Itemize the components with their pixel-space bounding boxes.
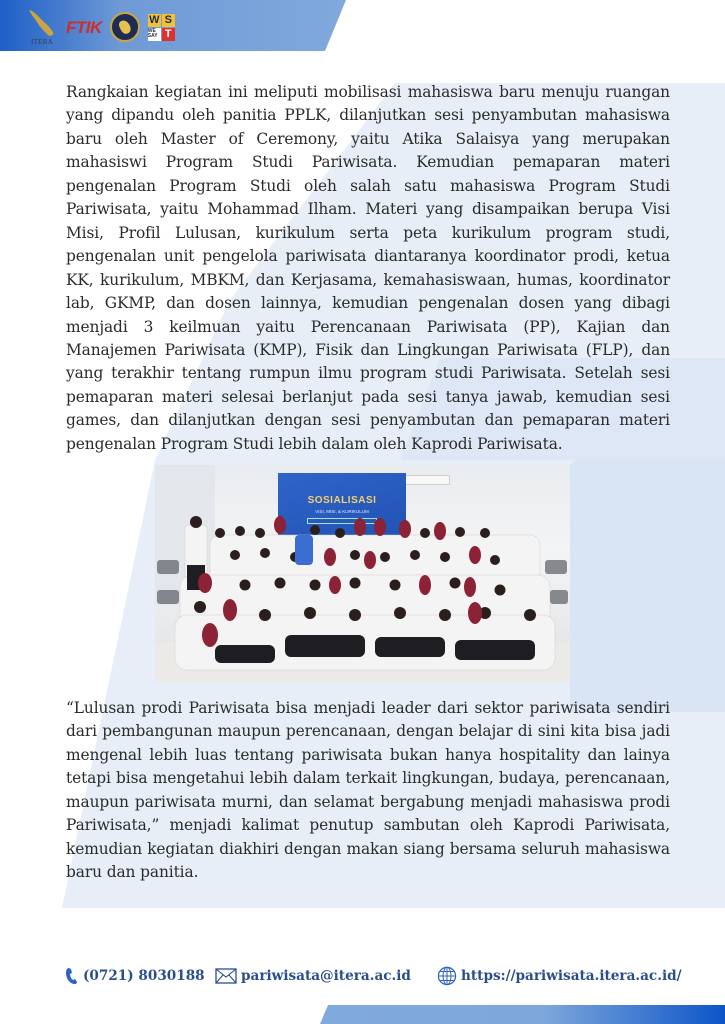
sumatra-island-icon: [26, 8, 58, 38]
body-paragraph-1: Rangkaian kegiatan ini meliputi mobilisasi mahasiswa baru menuju ruangan yang dipandu oleh panitia PPLK, dilanjutkan sesi penyambutan mahasiswa baru oleh Master of Ceremony, yaitu Atika Salaisya yang merupakan mahasiswi Program Studi Pariwisata. Kemudian pemaparan materi pengenalan Program Studi oleh salah satu mahasiswa Program Studi Pariwisata, yaitu Mohammad Ilham. Materi yang disampaikan berupa Visi Misi, Profil Lulusan, kurikulum serta peta kurikulum program studi, pengenalan unit pengelola pariwisata diantaranya koordinator prodi, ketua KK, kurikulum, MBKM, dan Kerjasama, kemahasiswaan, humas, koordinator lab, GKMP, dan dosen lainnya, kemudian pengenalan dosen yang dibagi menjadi 3 keilmuan yaitu Perencanaan Pariwisata (PP), Kajian dan Manajemen Pariwisata (KMP), Fisik dan Lingkungan Pariwisata (FLP), dan yang terakhir tentang rumpun ilmu program studi Pariwisata. Setelah sesi pemaparan materi selesai berlanjut pada sesi tanya jawab, kemudian sesi games, dan dilanjutkan dengan sesi penyambutan dan pemaparan materi pengenalan Program Studi lebih dalam oleh Kaprodi Pariwisata.: [66, 83, 670, 453]
banner-title: SOSIALISASI: [307, 495, 377, 506]
footer-contact: [65, 962, 682, 990]
footer-band: [320, 1005, 725, 1024]
mail-icon: [215, 968, 237, 984]
globe-icon: [437, 966, 457, 986]
wst-logo: [148, 14, 175, 41]
footer-website[interactable]: [437, 966, 682, 986]
wst-s: S: [162, 14, 175, 27]
website-url: https://pariwisata.itera.ac.id/: [461, 968, 682, 984]
phone-icon: [65, 967, 79, 985]
itera-logo: [26, 8, 58, 46]
group-photo: [155, 465, 570, 682]
ftik-logo: FTIK: [66, 18, 102, 37]
phone-number: (0721) 8030188: [83, 968, 205, 984]
wst-we-say: WE SAY: [148, 28, 161, 41]
wst-w: W: [149, 13, 160, 26]
footer-phone[interactable]: [65, 967, 215, 985]
banner-subtitle: VISI, MISI, & KURIKULUM: [315, 509, 369, 514]
itera-label: ITERA: [30, 38, 54, 46]
header-logos: [26, 8, 175, 46]
students-crowd: [155, 465, 570, 682]
body-paragraph-2-quote: “Lulusan prodi Pariwisata bisa menjadi leader dari sektor pariwisata sendiri dari pembangunan maupun perencanaan, dengan belajar di sini kita bisa jadi mengenal lebih luas tentang pariwisata bukan hanya hospitality dan lainya tetapi bisa mengetahui lebih dalam terkait lingkungan, budaya, perencanaan, maupun pariwisata murni, dan selamat bergabung menjadi mahasiswa prodi Pariwisata,” menjadi kalimat penutup sambutan oleh Kaprodi Pariwisata, kemudian kegiatan diakhiri dengan makan siang bersama seluruh mahasiswa baru dan panitia.: [66, 699, 670, 882]
footer-email[interactable]: [215, 968, 437, 984]
wst-t: T: [162, 28, 175, 41]
university-seal-icon: [110, 12, 140, 42]
email-address: pariwisata@itera.ac.id: [241, 968, 411, 984]
